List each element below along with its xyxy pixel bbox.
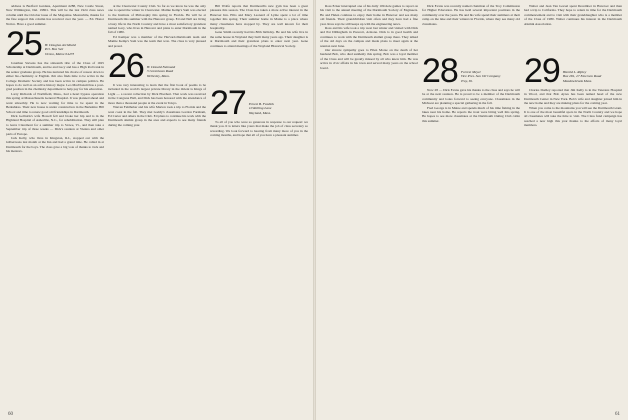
address-line: Meadowbrook Mass. [562,78,593,83]
class-year-number: 25 [6,25,42,64]
column-text: at the Clearwater County Club. So far as we know he was the only one to spend the winter in Clearwater. Mamie Kemp's Sam was elected to the Institute of Philosophy this spring in Florida. He will be at Dartmouth this summer with the Hanover group. Ed and Nell are living a busy life in the North Country and have a most satisfactory grandson named Gary, who lives in Hanover and plans to enter Dartmouth in the fall of 1980. [108,4,206,35]
page-number-right: 61 [615,412,620,417]
column-text: Bill Wolfe reports that Dartmouth's new gym has been a great pleasure this season. The Class has taken a more active interest in the Hanover Inn. Ellis and Mary Leonard of Lyme spent a lot of time together this spring. Their summer home in Maine is a place where many classmates have stopped by. They are well known for their hospitality. [210,4,308,31]
address-line: Troy, Ill. [460,78,473,83]
column-text: Jack Kelly, who lives in Kingston, R.I., stopped out with the Gilbertsons last month at the Inn and had a grand time. He called in at Dartmouth for the boys. The class gave a big vote of thanks to Jack and his mentors. [6,135,104,154]
column-4 [320,4,418,408]
page-gutter [313,0,316,420]
column-text: Ross Ecker interrupted one of his daily 109-hole games to report on his visit to the annual meeting of the Dartmouth Society of Engineers. He and Helen continue to enjoy their home in Hanover and see many old friends. Their grandchildren visit often and they have had a fine year. Ross says he still keeps up with the engineering news. [320,4,418,26]
address-line: 3 Greenlawn Road [146,69,174,74]
column-text: Now 28 — Dick Evans gave his thanks to the class and says he will be at the next reunion. He is proud to be a member of the Dartmouth community and looks forward to seeing everyone. Classmates in the Midwest are planning a special gathering in the fall. [422,88,520,106]
column-text: To all of you who were so generous in response to our request: we thank you. It is letters like yours that make the job of class secretary so rewarding. We look forward to hearing from many more of you in the coming months, and hope that all of you have a pleasant summer. [210,120,308,138]
secretary-address [147,65,175,81]
entry-header [6,25,104,64]
address-line: Wellesley, Mass. [146,73,170,78]
secretary-address [563,70,601,86]
column-text: Our sincere sympathy goes to Ellen Morse on the death of her husband Bob, who died suddenly this spring. Bob was a loyal member of the Class and will be greatly missed by all who knew him. He was active in civic affairs in his town and served many years on the school board. [320,48,418,70]
secretary-address [45,43,76,59]
column-text: Dick Evans was recently named chairman of the Troy Commission for Higher Education. He has held several important positions in the community over the years. He and his wife spend their summers at their camp on the lake and their winters in Florida, where they see many old classmates. [422,4,520,26]
secretary-address [249,102,274,118]
column-text: Warren Fehlhaber and his wife Marion took a trip to Florida and the west coast in the fall. They met Gaddy's classmates Gordon Farnham, Ed Carter and others in the Club. Ed plans to continue his work with the Dartmouth alumni group in the area and expects to see many friends during the coming year. [108,105,206,127]
column-5 [422,4,520,408]
column-6 [524,4,622,408]
class-year-number: 26 [108,47,144,86]
column-text: address is Bedford Gardens, Apartment #288, New Castle Street, New Wilmington, Del. 19801. This will be the last 1924 class news column until the October issue of the Magazine. Meanwhile, thanks for the fine support this column has received over the year. — Ed. Honor Notice. Have a good summer. [6,4,104,26]
secretary-name: Harold L. Ripley [562,70,587,75]
column-text: Jonathan Stevens has the sixteenth title of the Class of 1925 Scholarship at Dartmouth, and he and Lucy and has a High Roll rank in the senior graduate group. He has nurtured his choice of reason down to either bio-chemistry or English. Jim also finds time to be active in the College Dramatic Society and has been active in campus politics. He hopes to do well as an active history major. Leo MacDonald has a post-grad position in the chemistry department to help pay for his education. [6,61,104,92]
address-line: Wayland, Mass. [248,110,271,115]
column-text: Ed Kemper was a member of the Harvard-Dartmouth team and Mamie Kemp's Sam was the team that won. The class is very pleased and proud. [108,34,206,48]
column-3 [210,4,308,408]
entry-header [108,47,206,86]
column-text: Charles Dudley reported that Jim Kelly is in the Veterans Hospital in Wood, and that Bob Ayres has been named head of the new Dartmouth Center in New York. Bob's wife and daughter joined him in the new home and they are making plans for the coming year. [524,88,622,106]
page-number-left: 60 [8,412,13,417]
secretary-name: Ernest B. Fosdick [248,102,274,107]
address-line: Orono, Maine 04473 [44,51,75,56]
secretary-address [461,70,501,86]
secretary-name: Forrest Meyer [460,70,482,75]
secretary-name: H. Douglas Archibald [44,43,76,48]
class-year-number: 27 [210,84,246,123]
address-line: Box 281, 27 Emerson Road [562,74,602,79]
column-text: Dick Gollnick's wife Howell fell and broke her hip and is in the Highland Hospital of Asheville, N.C., for rehabilitation. They still plan to leave Claremont for a summer trip to Stowe, Vt., and then take a September trip of three weeks — Dick's reunion at Vienna and other parts of Europe. [6,113,104,136]
secretary-name: H. Donald Netmand [146,65,176,70]
address-line: 10 Rolling Lane [248,106,272,111]
entry-header [524,52,622,91]
column-text: Larry Richards of Northfield, Mass., had a heart bypass operation this spring at Massachusetts General Hospital. It was planned ahead and went smoothly. He is now waiting for time to be spent in the Berkshires. Their new house is under construction in the Berkshire Hill School and time to renew good old friendships in Dartmouth. [6,91,104,114]
class-year-number: 28 [422,52,458,91]
column-text: Ross and his wife took a trip west last winter and visited with Dick and Pat Dillingham in Prescott, Arizona. Dick is in good health and continues to work with the Dartmouth alumni group there. They talked of the old days on the campus and made plans to meet again at the reunion next June. [320,26,418,48]
column-text: Fred George is in Maine and spends much of his time fishing in the lakes near his home. He reports the trout were biting well this spring. He hopes to see more classmates at the Dartmouth Outing Club cabin this summer. [422,105,520,123]
address-line: P.O. Box 542 [44,47,64,52]
entry-header [210,84,308,123]
column-text: When you come to the mountains you will see the Dartmouth Grant. It is one of the most beautiful spots in the North Country and we hope all classmates will take the time to visit. The Class fund campaign has reached a new high this year thanks to the efforts of many loyal members. [524,105,622,128]
column-2 [108,4,206,408]
column-text: It was very interesting to learn that the first book of poems to be included in the world's largest private library in the Orient is Kings of Light — a recent collection by Dick Eberhart. That work was received in the Congress Hall, and Dick has been honored with the attendance of more than a thousand people at the event in Tokyo. [108,83,206,105]
entry-header [422,52,520,91]
column-text: Walter and Jean Van Gorsel spent December in Hanover and then had a trip to California. They hope to return in time for the Dartmouth commencement and to visit with their granddaughter who is a member of the Class of 1980. Walter continues his interest in the Dartmouth Alumni Association. [524,4,622,26]
column-text: Gene Smith recently had his 80th birthday. He and his wife live in the same house in Wayland they built many years ago. Their daughter is at Dartmouth and their grandson plans to enter next year. Gene continues to attend meetings of the Wayland Historical Society. [210,30,308,48]
address-line: Vice Pres. Sun Oil Company [460,74,501,79]
class-year-number: 29 [524,52,560,91]
column-1 [6,4,104,408]
